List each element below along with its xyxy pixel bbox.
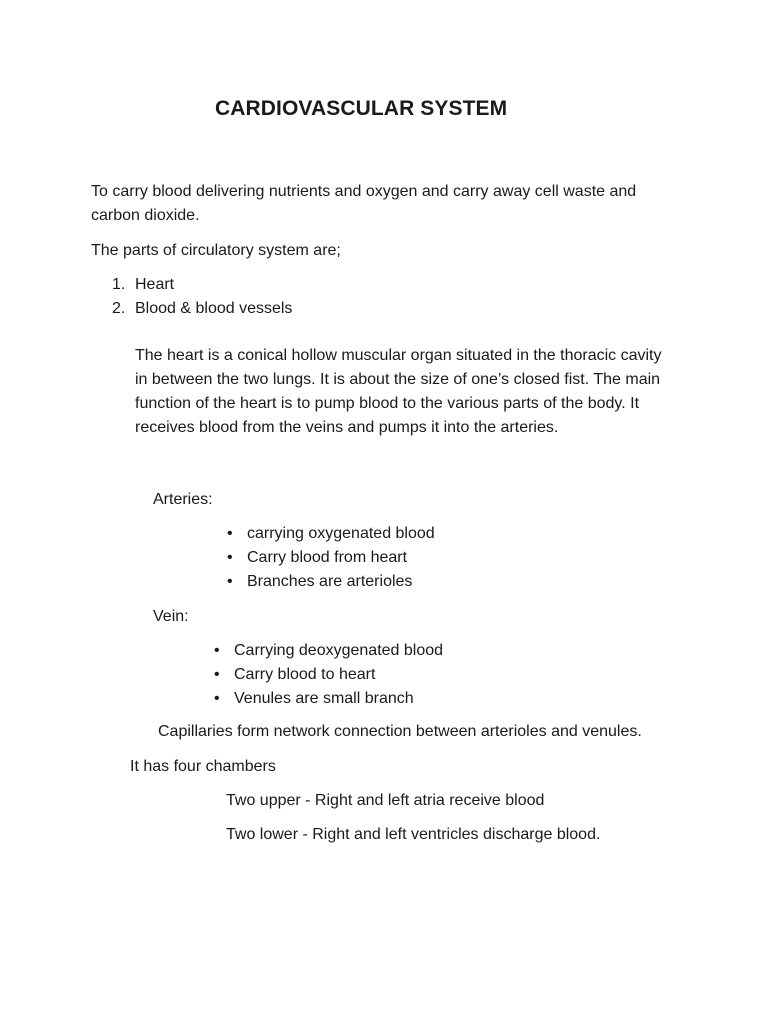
- arteries-bullet-list: [225, 522, 435, 594]
- list-number: 1.: [112, 276, 126, 293]
- list-item: [212, 687, 443, 711]
- list-item-text: Carry blood to heart: [234, 666, 376, 683]
- bullet-icon: •: [214, 642, 220, 659]
- list-item-text: Carry blood from heart: [247, 549, 408, 566]
- list-item: [225, 546, 435, 570]
- upper-chambers-text: Two upper - Right and left atria receive blood: [226, 792, 545, 809]
- list-number: 2.: [112, 300, 126, 317]
- list-item-text: Carrying deoxygenated blood: [234, 642, 444, 659]
- list-item-text: Heart: [135, 276, 175, 293]
- bullet-icon: •: [227, 549, 233, 566]
- capillaries-text: Capillaries form network connection between arterioles and venules.: [158, 723, 642, 740]
- list-item: [225, 522, 435, 546]
- bullet-icon: •: [214, 666, 220, 683]
- list-item-text: carrying oxygenated blood: [247, 525, 435, 542]
- parts-numbered-list: [112, 273, 292, 321]
- intro-paragraph: To carry blood delivering nutrients and oxygen and carry away cell waste and carbon dioxide.: [91, 183, 637, 224]
- bullet-icon: •: [214, 690, 220, 707]
- list-item: [212, 639, 443, 663]
- list-item: [212, 663, 443, 687]
- bullet-icon: •: [227, 525, 233, 542]
- list-item-text: Venules are small branch: [234, 690, 414, 707]
- list-item: [225, 570, 435, 594]
- list-item: [112, 273, 292, 297]
- vein-heading: Vein:: [153, 608, 189, 625]
- page-title: CARDIOVASCULAR SYSTEM: [215, 97, 508, 120]
- arteries-heading: Arteries:: [153, 491, 213, 508]
- bullet-icon: •: [227, 573, 233, 590]
- list-item-text: Branches are arterioles: [247, 573, 413, 590]
- chambers-heading: It has four chambers: [130, 758, 276, 775]
- heart-paragraph: The heart is a conical hollow muscular organ situated in the thoracic cavity in between the two lungs. It is about the size of one’s closed fist. The main function of the heart is to pump blood to the various parts of the body. It receives blood from the veins and pumps it into the arteries.: [135, 347, 662, 436]
- vein-bullet-list: [212, 639, 443, 711]
- list-item-text: Blood & blood vessels: [135, 300, 293, 317]
- lower-chambers-text: Two lower - Right and left ventricles discharge blood.: [226, 826, 601, 843]
- parts-intro-text: The parts of circulatory system are;: [91, 242, 341, 259]
- list-item: [112, 297, 292, 321]
